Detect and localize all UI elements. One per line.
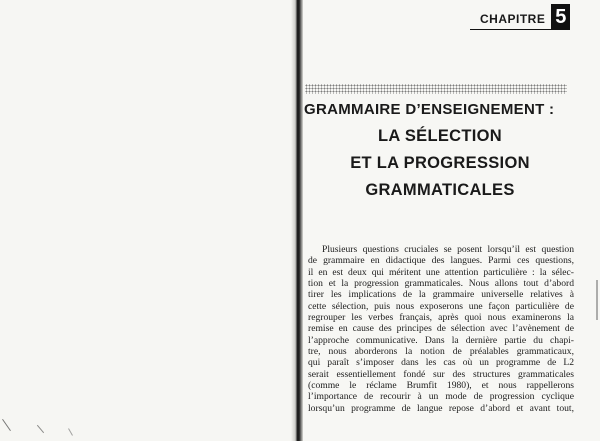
body-line: (comme le réclame Brumfit 1980), et nous rappellerons — [308, 380, 574, 392]
book-gutter — [291, 0, 303, 441]
body-line: tion et la progression grammaticales. Nous allons tout d’abord — [308, 278, 574, 290]
body-line: qui paraît s’imposer dans les cas où un programme de L2 — [308, 357, 574, 369]
body-line: tirer les implications de la grammaire universelle relatives à — [308, 289, 574, 301]
chapter-header — [470, 6, 570, 30]
chapter-label: CHAPITRE — [470, 12, 551, 30]
body-line: il en est deux qui méritent une attention particulière : la sélec- — [308, 266, 574, 278]
scan-mark — [596, 280, 598, 320]
chapter-number: 5 — [551, 4, 570, 30]
body-line: tre, nous aborderons la notion de préalables grammaticaux, — [308, 346, 574, 358]
body-line: Plusieurs questions cruciales se posent lorsqu’il est question — [322, 244, 574, 255]
chapter-body-text — [308, 244, 574, 414]
left-page — [0, 0, 296, 441]
body-line: serait essentiellement fondé sur des structures grammaticales — [308, 368, 574, 380]
decorative-dotted-band — [305, 84, 567, 94]
body-line: de grammaire en didactique des langues. Parmi ces questions, — [308, 255, 574, 267]
body-line: lorsqu’un programme de langue repose d’abord et avant tout, — [308, 402, 574, 414]
body-line: cette sélection, puis nous exposerons une façon particulière de — [308, 300, 574, 312]
chapter-title-line: GRAMMATICALES — [365, 181, 515, 199]
chapter-title-line: LA SÉLECTION — [378, 127, 502, 145]
chapter-title-line: ET LA PROGRESSION — [350, 154, 530, 172]
body-line: l’approche communicative. Dans la dernière partie du chapi- — [308, 334, 574, 346]
body-line: l’importance de recourir à un mode de progression cyclique — [308, 391, 574, 403]
chapter-title-line: GRAMMAIRE D’ENSEIGNEMENT : — [304, 101, 555, 118]
body-line: remise en cause des principes de sélection avec l’avènement de — [308, 323, 574, 335]
body-line: regrouper les verbes français, après quoi nous examinerons la — [308, 312, 574, 324]
chapter-title — [300, 96, 580, 204]
